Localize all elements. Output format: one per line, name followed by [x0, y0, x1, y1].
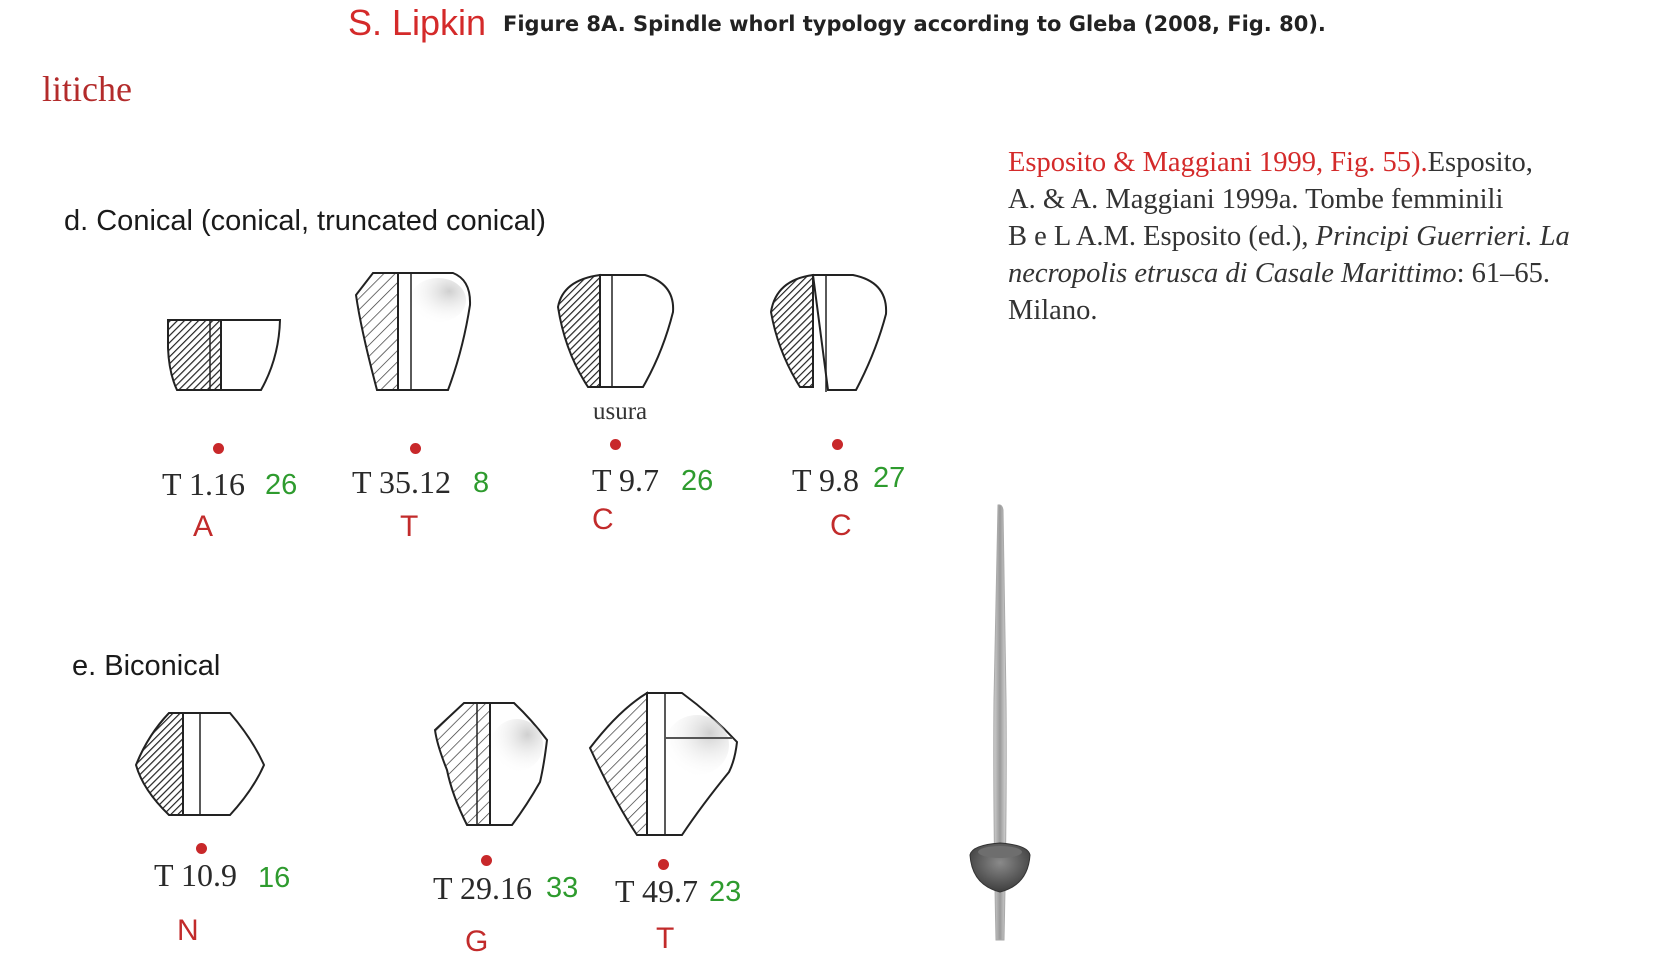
- whorl-count: 8: [473, 467, 490, 499]
- section-title-biconical: e. Biconical: [72, 650, 221, 682]
- usura-annotation: usura: [593, 398, 648, 425]
- marker-dot: [658, 859, 669, 870]
- whorl-count: 26: [265, 469, 298, 501]
- reference-place: Milano.: [1008, 295, 1098, 326]
- marker-dot: [196, 843, 207, 854]
- whorl-tomb-label: T 9.8: [792, 462, 859, 498]
- whorl-tomb-label: T 1.16: [162, 466, 245, 502]
- marker-dot: [410, 443, 421, 454]
- whorl-tomb-label: T 29.16: [433, 870, 532, 906]
- whorl-letter: T: [656, 922, 675, 955]
- whorl-drawing-3: [555, 272, 680, 392]
- whorl-tomb-label: T 49.7: [615, 873, 698, 909]
- whorl-letter: N: [177, 914, 199, 947]
- whorl-tomb-label: T 9.7: [592, 462, 659, 498]
- whorl-count: 23: [709, 876, 742, 908]
- reference-line2: A. & A. Maggiani 1999a. Tombe femminili: [1008, 184, 1504, 215]
- reference-pages: : 61–65.: [1456, 258, 1551, 289]
- reference-subtitle: necropolis etrusca di Casale Marittimo: [1008, 258, 1457, 289]
- whorl-tomb-label: T 10.9: [154, 857, 237, 893]
- whorl-drawing-7: [587, 690, 742, 840]
- corner-label: litiche: [42, 69, 132, 109]
- whorl-tomb-label: T 35.12: [352, 464, 451, 500]
- author-name: S. Lipkin: [348, 2, 487, 43]
- marker-dot: [610, 439, 621, 450]
- whorl-drawing-6: [432, 700, 552, 830]
- whorl-count: 27: [873, 462, 906, 494]
- whorl-letter: T: [400, 510, 419, 543]
- whorl-letter: C: [592, 503, 614, 536]
- whorl-letter: A: [193, 510, 214, 543]
- whorl-count: 26: [681, 465, 714, 497]
- whorl-drawing-4: [768, 272, 893, 397]
- reference-line1: Esposito,: [1427, 147, 1533, 178]
- whorl-count: 16: [258, 862, 291, 894]
- marker-dot: [832, 439, 843, 450]
- spindle-photo: [960, 500, 1040, 950]
- marker-dot: [481, 855, 492, 866]
- whorl-drawing-1: [165, 318, 285, 393]
- section-title-conical: d. Conical (conical, truncated conical): [64, 205, 546, 237]
- whorl-count: 33: [546, 872, 579, 904]
- reference-line3: B e L A.M. Esposito (ed.),: [1008, 221, 1316, 252]
- whorl-letter: G: [465, 925, 489, 958]
- whorl-drawing-5: [133, 710, 268, 820]
- whorl-letter: C: [830, 509, 852, 542]
- figure-caption: Figure 8A. Spindle whorl typology according to Gleba (2008, Fig. 80).: [503, 12, 1326, 36]
- whorl-drawing-2: [353, 270, 478, 395]
- marker-dot: [213, 443, 224, 454]
- reference-title: Principi Guerrieri. La: [1315, 221, 1570, 252]
- reference-citation: [1008, 144, 1638, 329]
- reference-cite: Esposito & Maggiani 1999, Fig. 55).: [1008, 147, 1428, 178]
